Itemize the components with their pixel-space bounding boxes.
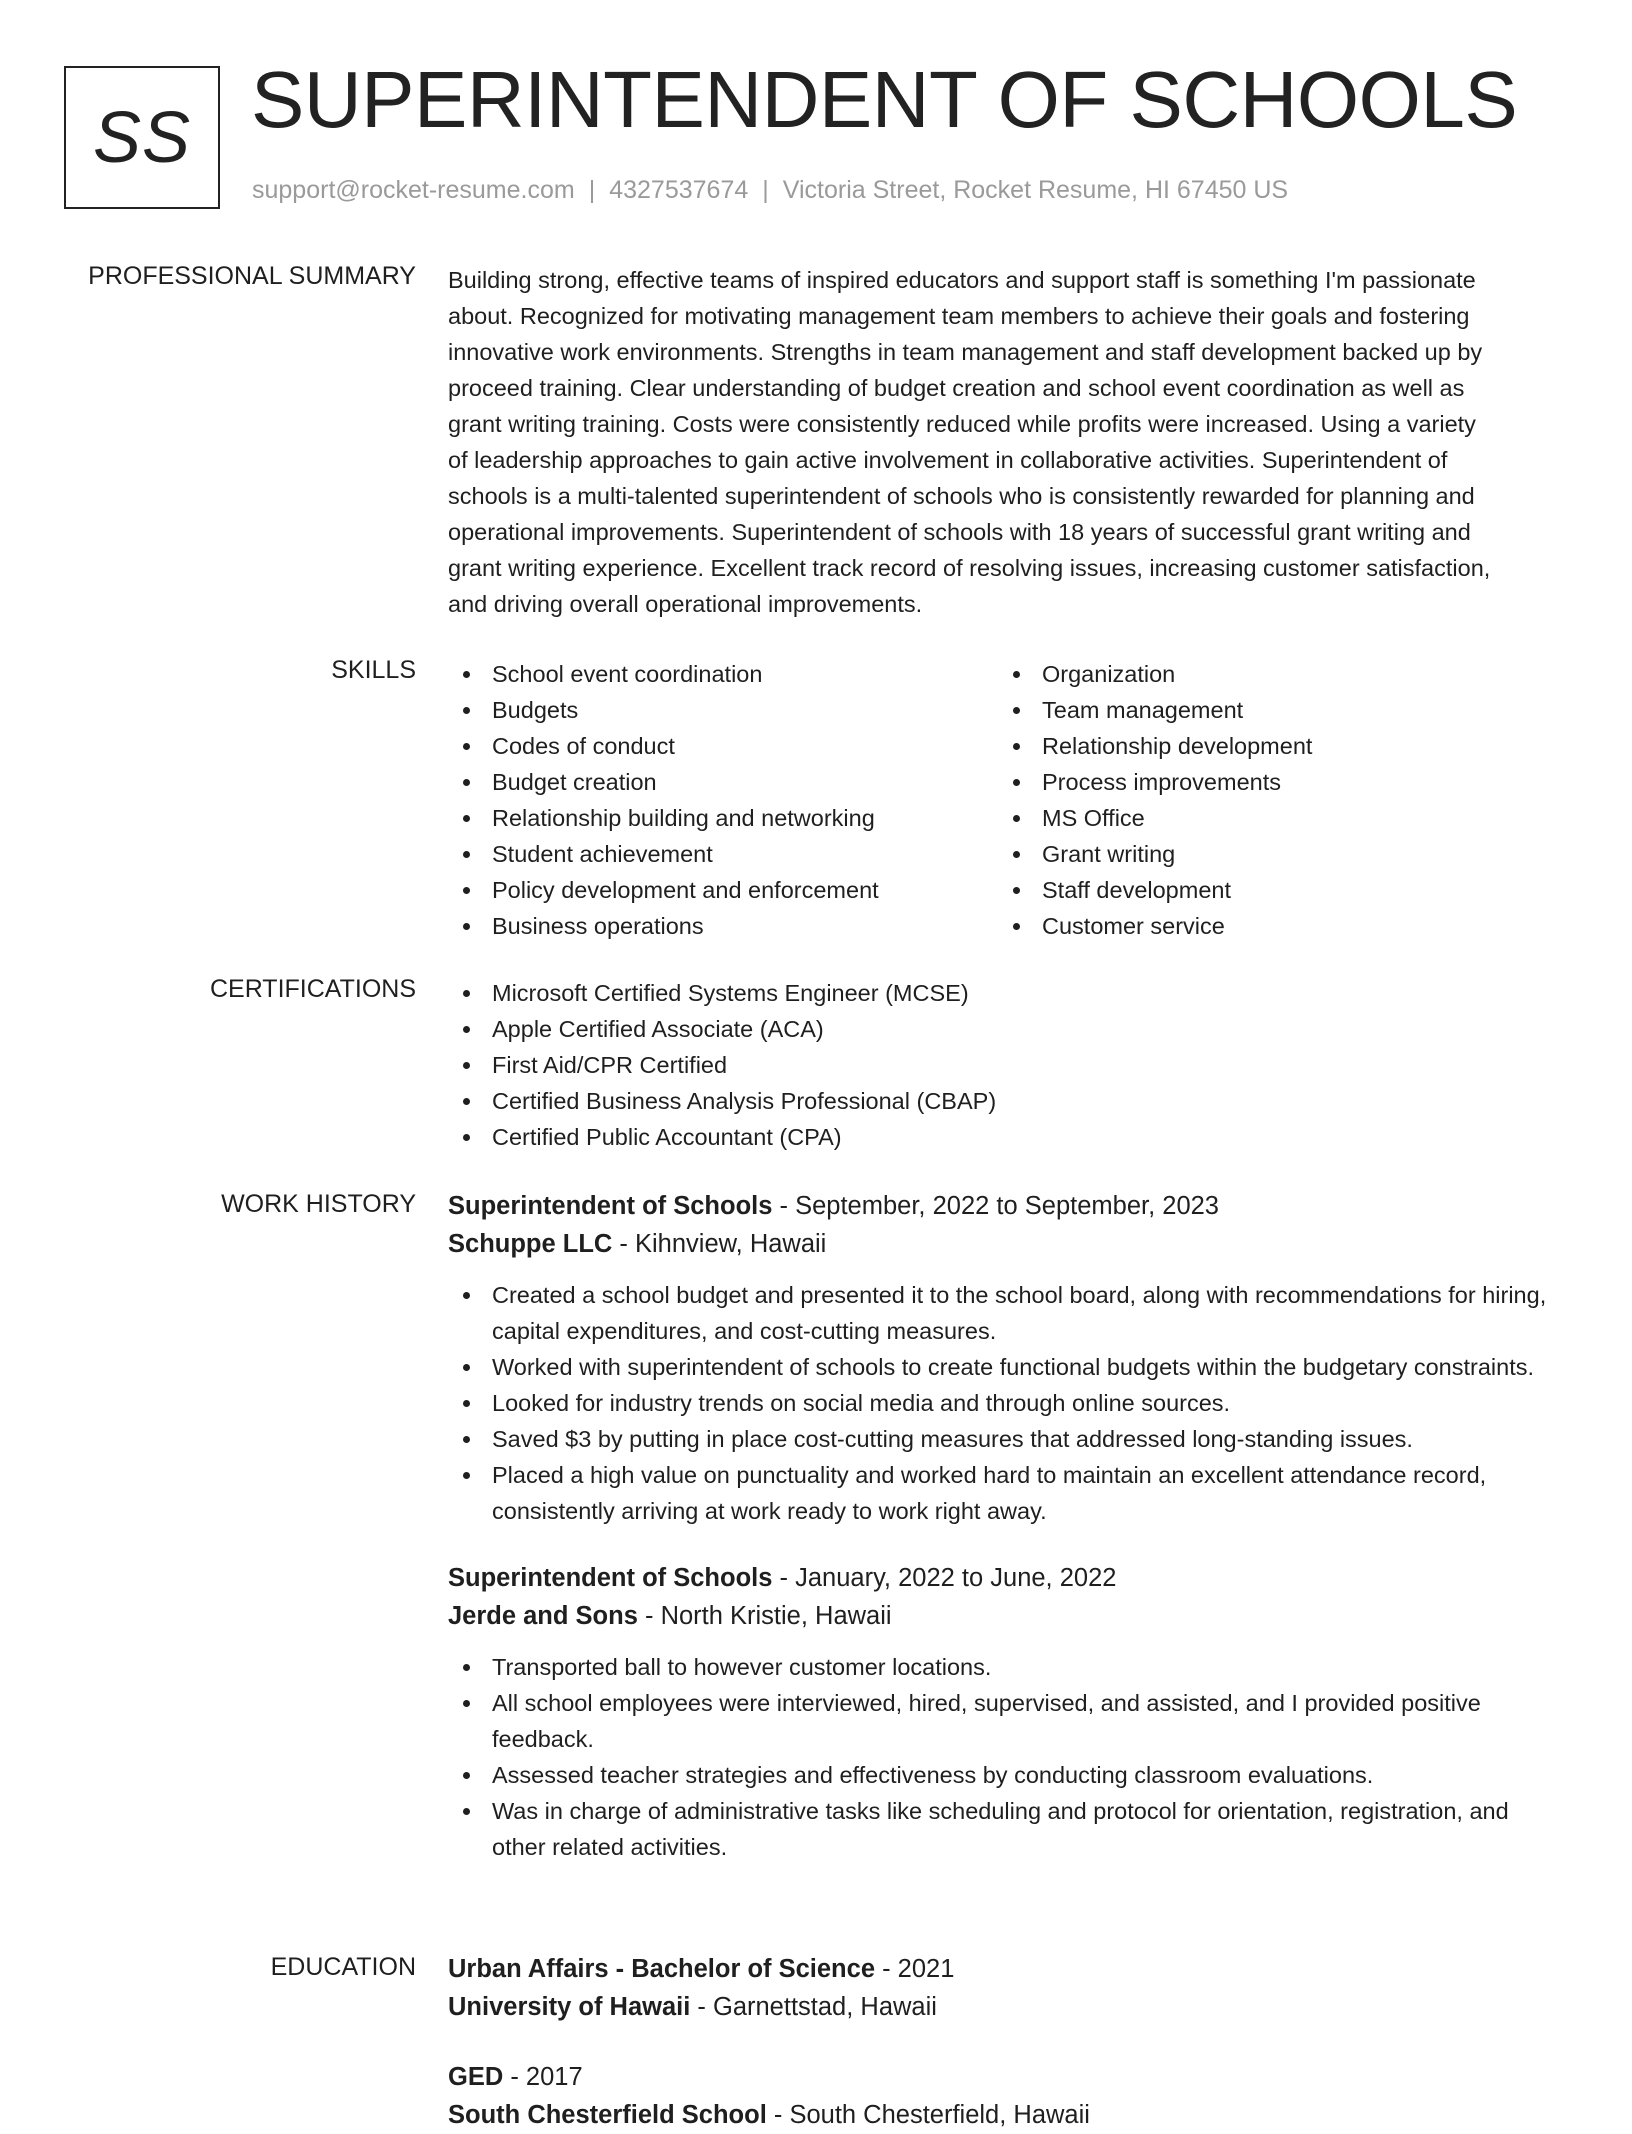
- summary-line: grant writing training. Costs were consistently reduced while profits were increased. Using a variety: [448, 411, 1476, 437]
- skills-list-left: [448, 656, 998, 944]
- education-entry: [448, 2058, 1560, 2134]
- work-history-body: [448, 1187, 1560, 1865]
- education-year: - 2017: [503, 2063, 583, 2091]
- job-dates: - September, 2022 to September, 2023: [772, 1192, 1219, 1220]
- job-title: Superintendent of Schools: [448, 1564, 773, 1592]
- certification-item: First Aid/CPR Certified: [448, 1047, 1560, 1083]
- education-school: South Chesterfield School: [448, 2101, 767, 2129]
- job-company: Jerde and Sons: [448, 1602, 638, 1630]
- certification-item: Certified Business Analysis Professional (CBAP): [448, 1083, 1560, 1119]
- monogram-initials: SS: [92, 97, 192, 178]
- skill-item: Student achievement: [448, 836, 998, 872]
- contact-address: Victoria Street, Rocket Resume, HI 67450 US: [782, 176, 1289, 204]
- education-entry: [448, 1950, 1560, 2026]
- skill-item: Organization: [998, 656, 1548, 692]
- summary-line: about. Recognized for motivating management team members to achieve their goals and fostering: [448, 303, 1470, 329]
- skill-item: Staff development: [998, 872, 1548, 908]
- job-entry: [448, 1187, 1560, 1529]
- job-duties-list: [448, 1277, 1560, 1529]
- job-duty: Assessed teacher strategies and effectiveness by conducting classroom evaluations.: [448, 1757, 1560, 1793]
- job-location: - North Kristie, Hawaii: [637, 1602, 892, 1630]
- summary-line: of leadership approaches to gain active involvement in collaborative activities. Superintendent of: [448, 447, 1448, 473]
- skill-item: Codes of conduct: [448, 728, 998, 764]
- skills-heading: SKILLS: [331, 656, 416, 684]
- job-company: Schuppe LLC: [448, 1230, 613, 1258]
- contact-line: [252, 176, 1288, 205]
- skill-item: Policy development and enforcement: [448, 872, 998, 908]
- education-year: - 2021: [875, 1955, 955, 1983]
- summary-line: operational improvements. Superintendent of schools with 18 years of successful grant writing and: [448, 519, 1471, 545]
- job-entry: [448, 1559, 1560, 1865]
- skill-item: School event coordination: [448, 656, 998, 692]
- skill-item: Customer service: [998, 908, 1548, 944]
- job-duty: Worked with superintendent of schools to create functional budgets within the budgetary constraints.: [448, 1349, 1560, 1385]
- skill-item: MS Office: [998, 800, 1548, 836]
- summary-line: Building strong, effective teams of inspired educators and support staff is something I'm passionate: [448, 267, 1476, 293]
- contact-separator: |: [588, 176, 596, 204]
- education-location: - South Chesterfield, Hawaii: [766, 2101, 1090, 2129]
- summary-line: schools is a multi-talented superintendent of schools who is consistently rewarded for planning and: [448, 483, 1475, 509]
- skill-item: Budget creation: [448, 764, 998, 800]
- skill-item: Business operations: [448, 908, 998, 944]
- certifications-body: [448, 975, 1560, 1155]
- education-degree: Urban Affairs - Bachelor of Science: [448, 1955, 876, 1983]
- job-company-line: [448, 1597, 1560, 1635]
- skill-item: Team management: [998, 692, 1548, 728]
- job-duty: Saved $3 by putting in place cost-cutting measures that addressed long-standing issues.: [448, 1421, 1560, 1457]
- education-heading: EDUCATION: [270, 1953, 416, 1981]
- education-degree-line: [448, 2058, 1560, 2096]
- education-school-line: [448, 1988, 1560, 2026]
- job-title: Superintendent of Schools: [448, 1192, 773, 1220]
- certification-item: Apple Certified Associate (ACA): [448, 1011, 1560, 1047]
- job-duty: Placed a high value on punctuality and worked hard to maintain an excellent attendance record, consistently arriving at work ready to work right away.: [448, 1457, 1560, 1529]
- job-duty: Created a school budget and presented it to the school board, along with recommendations for hiring, capital expenditures, and cost-cutting measures.: [448, 1277, 1560, 1349]
- education-degree-line: [448, 1950, 1560, 1988]
- monogram-logo: [64, 66, 220, 209]
- job-dates: - January, 2022 to June, 2022: [772, 1564, 1117, 1592]
- job-duties-list: [448, 1649, 1560, 1865]
- summary-line: proceed training. Clear understanding of budget creation and school event coordination as well as: [448, 375, 1465, 401]
- summary-text: [448, 262, 1560, 622]
- job-title-line: [448, 1559, 1560, 1597]
- page-title: SUPERINTENDENT OF SCHOOLS: [251, 55, 1518, 144]
- summary-heading: PROFESSIONAL SUMMARY: [88, 262, 416, 290]
- work-history-heading: WORK HISTORY: [221, 1190, 416, 1218]
- job-company-line: [448, 1225, 1560, 1263]
- education-school: University of Hawaii: [448, 1993, 691, 2021]
- job-duty: Looked for industry trends on social media and through online sources.: [448, 1385, 1560, 1421]
- education-school-line: [448, 2096, 1560, 2134]
- job-duty: Transported ball to however customer locations.: [448, 1649, 1560, 1685]
- education-degree: GED: [448, 2063, 504, 2091]
- contact-separator: |: [762, 176, 769, 204]
- skill-item: Process improvements: [998, 764, 1548, 800]
- job-title-line: [448, 1187, 1560, 1225]
- job-location: - Kihnview, Hawaii: [612, 1230, 827, 1258]
- certification-item: Certified Public Accountant (CPA): [448, 1119, 1560, 1155]
- summary-line: grant writing experience. Excellent track record of resolving issues, increasing customer satisfaction,: [448, 555, 1491, 581]
- summary-line: and driving overall operational improvements.: [448, 591, 923, 617]
- certifications-heading: CERTIFICATIONS: [209, 975, 416, 1003]
- skills-columns: [448, 656, 1560, 944]
- certification-item: Microsoft Certified Systems Engineer (MCSE): [448, 975, 1560, 1011]
- skill-item: Grant writing: [998, 836, 1548, 872]
- education-body: [448, 1950, 1560, 2134]
- education-location: - Garnettstad, Hawaii: [690, 1993, 937, 2021]
- certifications-list: [448, 975, 1560, 1155]
- job-duty: All school employees were interviewed, hired, supervised, and assisted, and I provided positive feedback.: [448, 1685, 1560, 1757]
- skill-item: Relationship development: [998, 728, 1548, 764]
- summary-line: innovative work environments. Strengths in team management and staff development backed up by: [448, 339, 1483, 365]
- skill-item: Budgets: [448, 692, 998, 728]
- job-duty: Was in charge of administrative tasks like scheduling and protocol for orientation, registration, and other related activities.: [448, 1793, 1560, 1865]
- contact-phone[interactable]: 4327537674: [609, 176, 749, 204]
- skill-item: Relationship building and networking: [448, 800, 998, 836]
- skills-list-right: [998, 656, 1548, 944]
- contact-email[interactable]: support@rocket-resume.com: [252, 176, 575, 204]
